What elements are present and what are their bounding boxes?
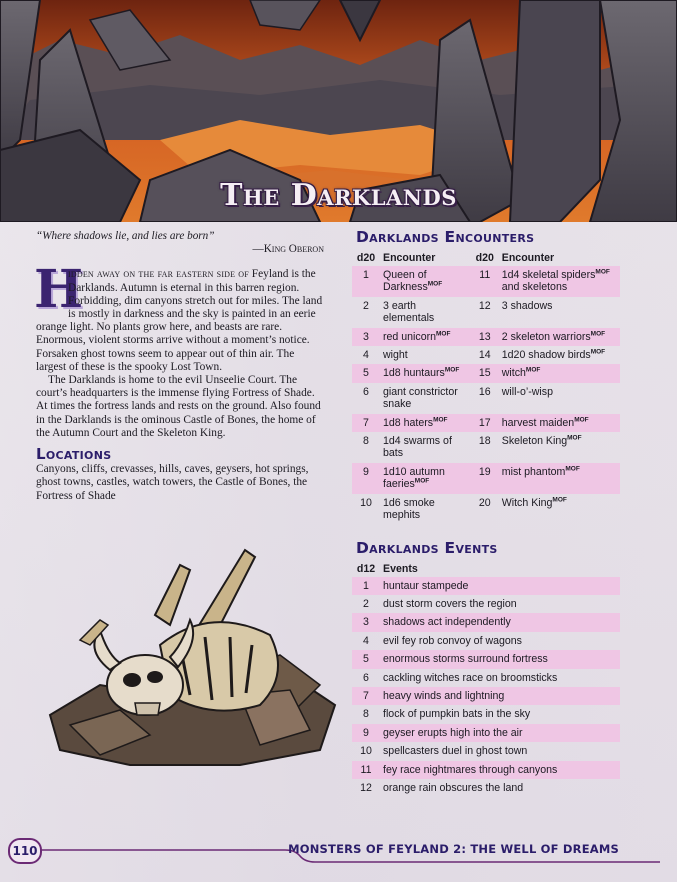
table-row (352, 328, 620, 346)
event-text: cackling witches race on broomsticks (383, 671, 558, 684)
event-text: heavy winds and lightning (380, 687, 620, 705)
events-header-row (352, 561, 620, 577)
source-tag: MOF (552, 496, 567, 504)
encounter-text: red unicorn (383, 330, 436, 343)
dropcap-letter: H (34, 259, 84, 321)
encounter-text: witch (501, 367, 526, 380)
table-row (352, 687, 620, 705)
event-text: huntaur stampede (380, 577, 620, 595)
skeleton-bones-illustration (40, 545, 340, 770)
left-column (36, 230, 324, 503)
roll-number: 2 (363, 299, 369, 312)
source-tag: MOF (595, 268, 610, 276)
roll-number: 18 (478, 435, 491, 448)
roll-number: 17 (471, 414, 499, 432)
roll-number: 14 (478, 349, 491, 362)
source-tag: MOF (427, 280, 443, 288)
roll-number: 13 (471, 328, 499, 346)
intro-paragraph (34, 259, 324, 374)
right-column (352, 228, 620, 797)
roll-number: 19 (471, 463, 499, 494)
roll-number: 4 (363, 349, 369, 362)
encounters-header-row (352, 250, 620, 266)
banner-illustration (0, 0, 677, 222)
roll-number: 7 (352, 687, 380, 705)
roll-number: 16 (478, 385, 491, 398)
encounter-text: will-o’-wisp (501, 385, 553, 398)
table-row (352, 595, 620, 613)
table-row (352, 705, 620, 723)
encounter-text: Skeleton King (501, 435, 568, 448)
table-row (352, 650, 620, 668)
encounter-text: Queen of Darkness (383, 269, 428, 294)
encounter-text: 1d8 haters (383, 416, 434, 429)
event-text: spellcasters duel in ghost town (383, 745, 528, 758)
encounter-cell (499, 494, 620, 525)
source-tag: MOF (433, 416, 448, 424)
epigraph-quote: “Where shadows lie, and lies are born” (36, 230, 215, 242)
col-events: Events (383, 562, 418, 575)
source-tag: MOF (567, 434, 582, 442)
table-row (352, 613, 620, 631)
encounter-text: mist phantom (501, 465, 566, 478)
roll-number: 1 (352, 266, 380, 297)
encounter-cell (380, 414, 471, 432)
table-row (352, 632, 620, 650)
table-row (352, 432, 620, 463)
roll-number: 8 (363, 435, 369, 448)
roll-number: 6 (363, 385, 369, 398)
roll-number: 8 (363, 708, 369, 721)
intro-text (34, 259, 324, 440)
locations-text: Canyons, cliffs, crevasses, hills, caves, geysers, hot springs, ghost towns, castles, watch towers, the Castle of Bones, the Fortress of Shade (36, 463, 309, 502)
table-row (352, 463, 620, 494)
roll-number: 4 (363, 634, 369, 647)
encounter-cell (380, 364, 471, 382)
encounter-text: 1d4 skeletal spiders (501, 269, 596, 281)
source-tag: MOF (414, 477, 430, 485)
epigraph-attribution: —King Oberon (252, 243, 324, 256)
source-tag: MOF (525, 366, 541, 374)
encounter-cell (499, 364, 620, 382)
encounter-cell (380, 346, 471, 364)
table-row (352, 494, 620, 525)
table-row (352, 414, 620, 432)
events-section (352, 539, 620, 798)
encounter-cell (499, 346, 620, 364)
roll-number: 3 (352, 328, 380, 346)
encounters-table (352, 250, 620, 525)
roll-number: 5 (352, 650, 380, 668)
event-text: geyser erupts high into the air (380, 724, 620, 742)
events-body (352, 577, 620, 798)
table-row (352, 297, 620, 328)
encounter-cell (380, 432, 471, 463)
encounter-text: 3 earth elementals (383, 299, 435, 325)
event-text: shadows act independently (380, 613, 620, 631)
encounter-text: 1d10 autumn faeries (383, 465, 445, 491)
encounter-text: 2 skeleton warriors (501, 330, 591, 343)
roll-number: 7 (352, 414, 380, 432)
event-text: dust storm covers the region (383, 597, 517, 610)
encounter-cell (499, 266, 620, 297)
event-text: evil fey rob convoy of wagons (383, 634, 522, 647)
roll-number: 6 (363, 671, 369, 684)
encounter-cell (380, 266, 471, 297)
source-tag: MOF (444, 366, 460, 374)
unseelie-paragraph: The Darklands is home to the evil Unseelie Court. The court’s headquarters is the immense flying Fortress of Shade. At times the fortress lands and rests on the ground. Also found in the Darklands is the ominous Castle of Bones, the home of the Autumn Court and the Skeleton King. (36, 374, 321, 439)
table-row (352, 669, 620, 687)
col-encounter-b: Encounter (501, 252, 555, 264)
source-tag: MOF (590, 330, 606, 338)
roll-number: 12 (360, 781, 372, 794)
col-d20-b: d20 (475, 252, 494, 264)
page-number: 110 (8, 838, 42, 864)
event-text: orange rain obscures the land (383, 781, 524, 794)
table-row (352, 761, 620, 779)
encounter-text: wight (383, 349, 408, 362)
book-title: MONSTERS OF FEYLAND 2: THE WELL OF DREAMS (288, 842, 619, 856)
roll-number: 9 (352, 724, 380, 742)
locations-heading: Locations (36, 445, 112, 464)
source-tag: MOF (565, 465, 580, 473)
table-row (352, 266, 620, 297)
source-tag: MOF (574, 416, 589, 424)
roll-number: 11 (352, 761, 380, 779)
encounter-text: 1d6 smoke mephits (383, 496, 435, 522)
event-text: flock of pumpkin bats in the sky (383, 708, 531, 721)
encounters-heading: Darklands Encounters (356, 228, 535, 246)
events-heading: Darklands Events (356, 538, 498, 557)
encounter-text: Witch King (501, 496, 553, 509)
page-title: The Darklands (220, 178, 457, 213)
roll-number: 15 (471, 364, 499, 382)
roll-number: 2 (363, 597, 369, 610)
encounter-cell (380, 463, 471, 494)
roll-number: 10 (360, 745, 372, 758)
encounter-text: harvest maiden (501, 416, 575, 429)
source-tag: MOF (436, 330, 451, 338)
table-row (352, 779, 620, 797)
col-d20: d20 (356, 252, 376, 264)
roll-number: 11 (471, 266, 499, 297)
roll-number: 5 (352, 364, 380, 382)
encounter-cell (499, 383, 620, 414)
encounters-body (352, 266, 620, 525)
table-row (352, 383, 620, 414)
event-text: fey race nightmares through canyons (380, 761, 620, 779)
table-row (352, 724, 620, 742)
roll-number: 1 (352, 577, 380, 595)
roll-number: 12 (478, 299, 491, 312)
encounter-text: 1d4 swarms of bats (383, 435, 452, 460)
encounter-text-tail: and skeletons (501, 281, 568, 294)
roll-number: 3 (352, 613, 380, 631)
encounter-cell (499, 463, 620, 494)
encounter-cell (380, 494, 471, 525)
encounter-text: 1d20 shadow birds (501, 349, 591, 362)
table-row (352, 742, 620, 760)
encounter-text: 1d8 huntaurs (383, 367, 445, 380)
intro-lead: idden away on the far eastern side of (68, 268, 249, 281)
encounter-cell (499, 328, 620, 346)
encounter-cell (380, 328, 471, 346)
roll-number: 20 (478, 496, 491, 509)
table-row (352, 346, 620, 364)
table-row (352, 364, 620, 382)
col-encounter: Encounter (383, 252, 436, 264)
encounter-text: giant constrictor snake (383, 385, 458, 411)
encounter-cell (499, 432, 620, 463)
source-tag: MOF (590, 348, 606, 356)
table-row (352, 577, 620, 595)
encounter-cell (380, 297, 471, 328)
intro-body: Feyland is the Darklands. Autumn is eternal in this barren region. Forbidding, dim canyons stretch out for miles. The land is mostly in darkness and the sky is painted in an eerie orange light. No plants grow here, and beasts are rare. Enormous, violent storms arrive without a moment’s notice. Forsaken ghost towns seem to appear out of thin air. The largest of these is the spooky Lost Town. (36, 268, 323, 373)
encounter-text: 3 shadows (501, 299, 553, 312)
encounter-cell (499, 297, 620, 328)
encounter-cell (499, 414, 620, 432)
events-table (352, 561, 620, 798)
roll-number: 9 (352, 463, 380, 494)
event-text: enormous storms surround fortress (380, 650, 620, 668)
col-d12: d12 (356, 562, 376, 575)
roll-number: 10 (360, 496, 372, 509)
encounter-cell (380, 383, 471, 414)
